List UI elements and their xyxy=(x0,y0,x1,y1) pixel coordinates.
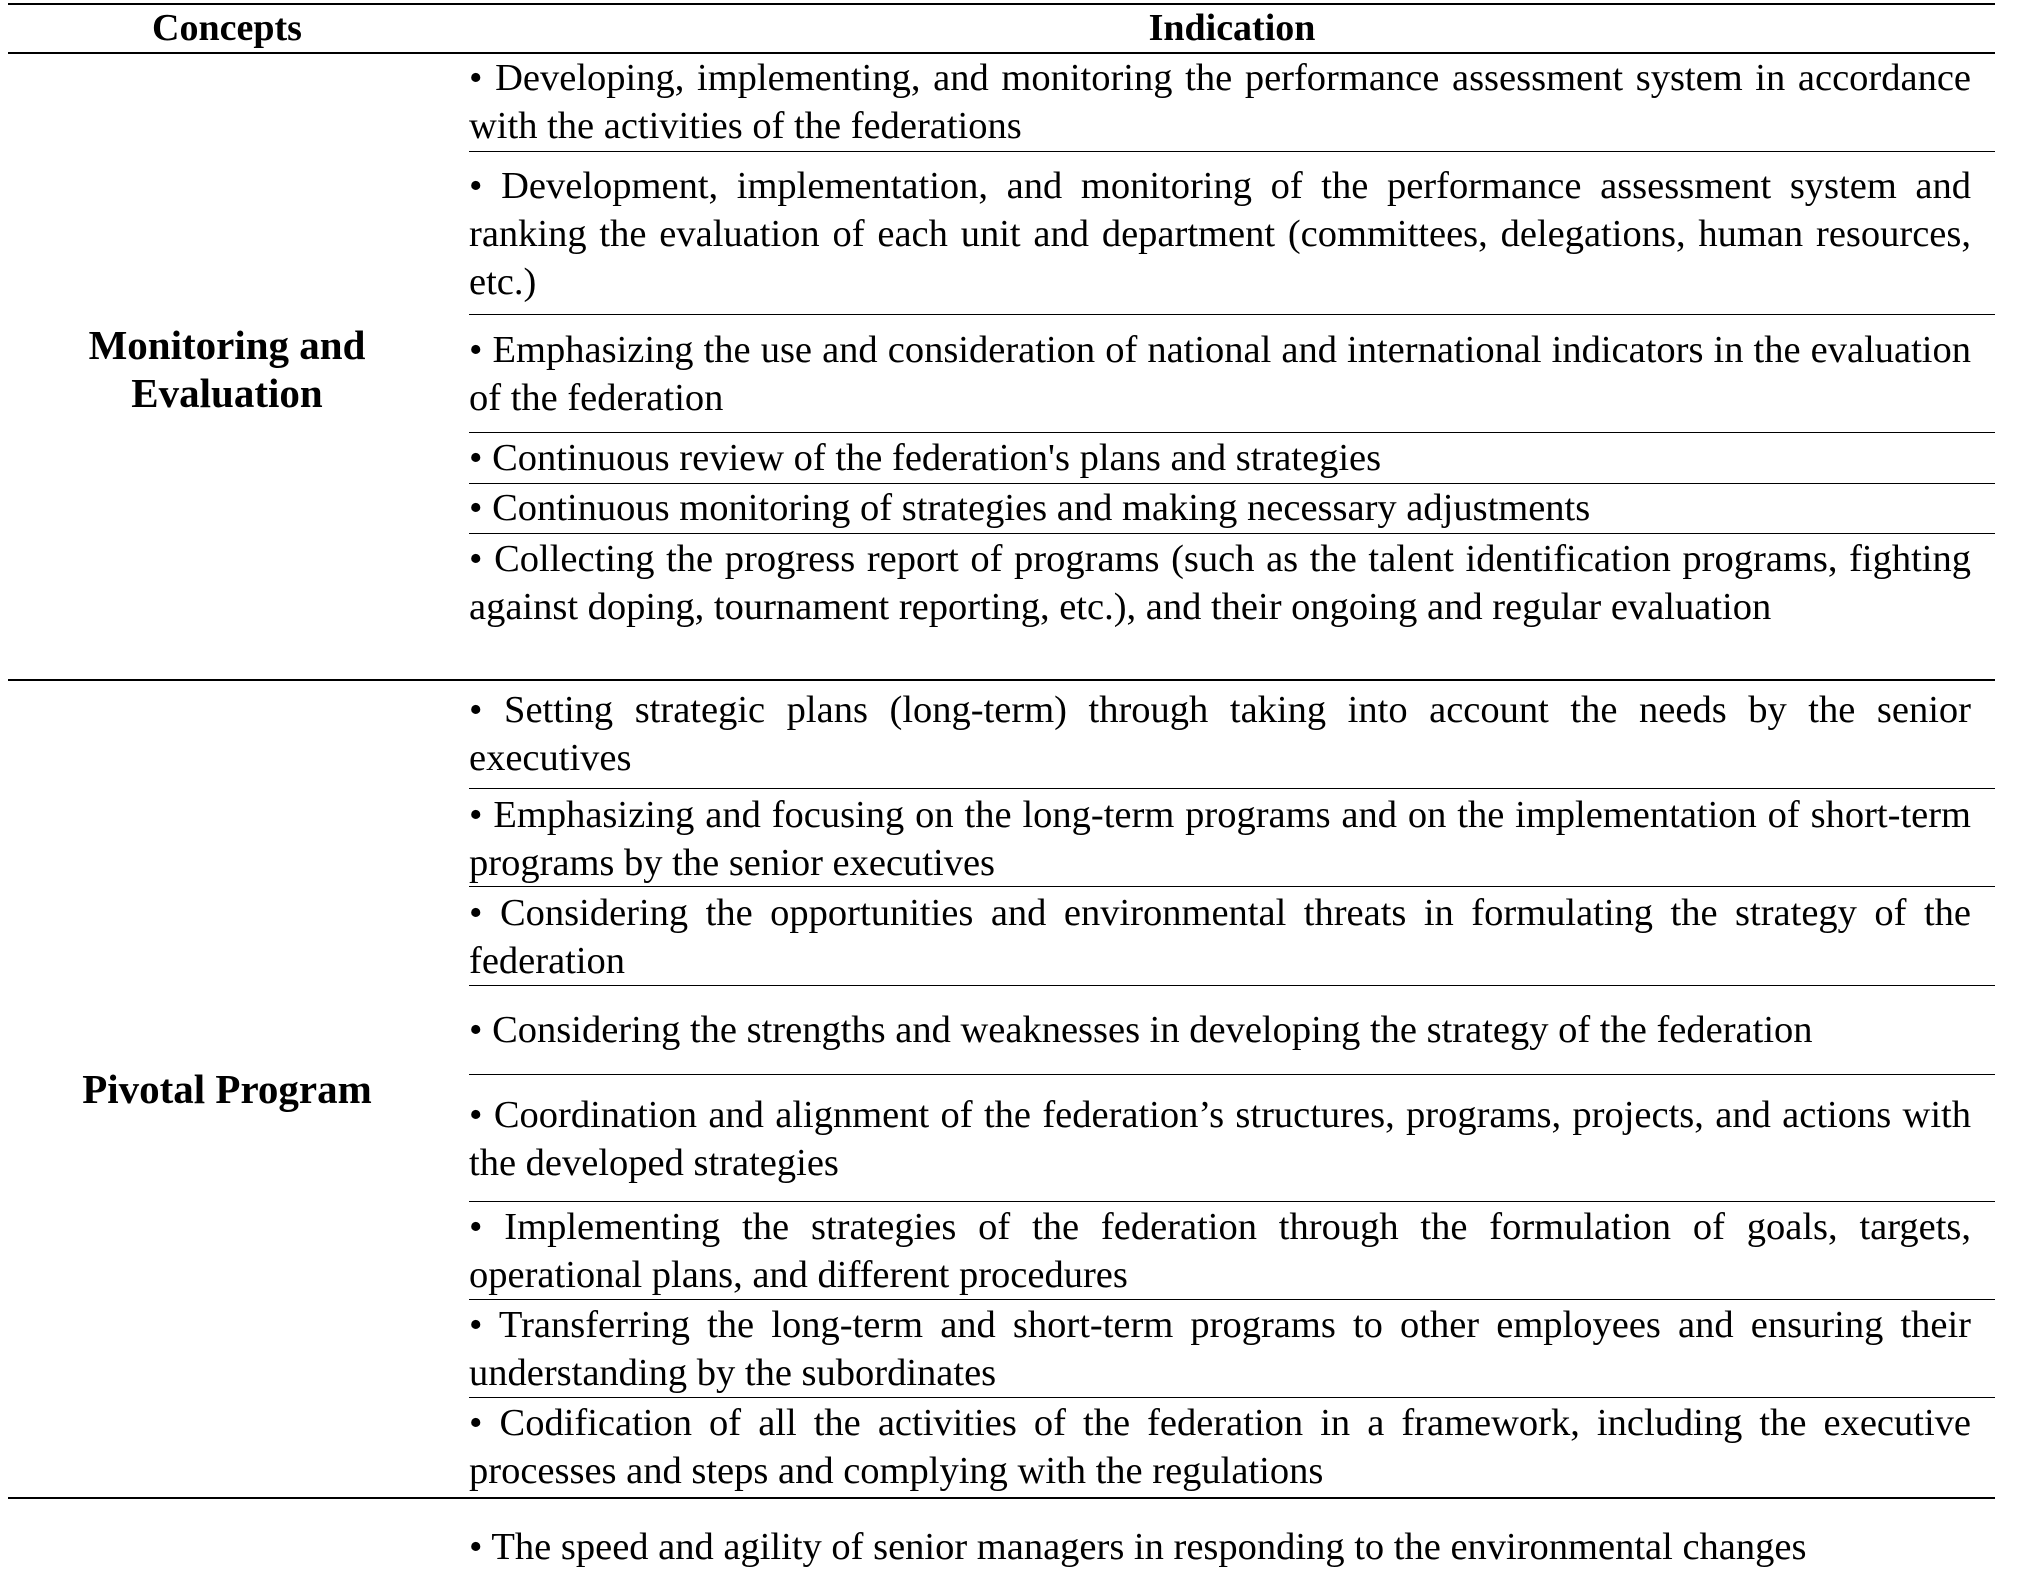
indication-item: • Continuous monitoring of strategies and making necessary adjustments xyxy=(469,487,1591,529)
indication-item: • Setting strategic plans (long-term) through taking into account the needs by the senior executives xyxy=(469,689,1971,779)
indication-item: • Considering the strengths and weaknesses in developing the strategy of the federation xyxy=(469,1009,1813,1051)
indication-item: • Collecting the progress report of programs (such as the talent identification programs, fighting against doping, tournament reporting, etc.), and their ongoing and regular evaluation xyxy=(469,538,1971,628)
indication-item: • Developing, implementing, and monitoring the performance assessment system in accordance with the activities of the federations xyxy=(469,57,1971,147)
row-divider xyxy=(469,1299,1995,1300)
indication-item: • Emphasizing the use and consideration of national and international indicators in the evaluation of the federation xyxy=(469,329,1971,419)
indication-item: • Transferring the long-term and short-term programs to other employees and ensuring their understanding by the subordinates xyxy=(469,1304,1971,1394)
concept-label: Monitoring and Evaluation xyxy=(88,322,366,416)
indication-item: • The speed and agility of senior managers in responding to the environmental changes xyxy=(469,1526,1807,1568)
group-divider xyxy=(8,1497,1995,1499)
column-header-concepts: Concepts xyxy=(152,7,302,49)
concept-label: Pivotal Program xyxy=(82,1066,372,1112)
indication-item: • Implementing the strategies of the federation through the formulation of goals, targets, operational plans, and different procedures xyxy=(469,1206,1971,1296)
column-header-indication: Indication xyxy=(1148,7,1316,49)
row-divider xyxy=(469,788,1995,789)
indication-item: • Considering the opportunities and environmental threats in formulating the strategy of the federation xyxy=(469,892,1971,982)
indication-item: • Coordination and alignment of the federation’s structures, programs, projects, and actions with the developed strategies xyxy=(469,1094,1971,1184)
row-divider xyxy=(469,533,1995,534)
row-divider xyxy=(469,1074,1995,1075)
row-divider xyxy=(469,886,1995,887)
row-divider xyxy=(469,151,1995,152)
row-divider xyxy=(469,985,1995,986)
row-divider xyxy=(469,1201,1995,1202)
group-divider xyxy=(8,679,1995,681)
row-divider xyxy=(469,1397,1995,1398)
row-divider xyxy=(469,432,1995,433)
row-divider xyxy=(469,314,1995,315)
indication-item: • Emphasizing and focusing on the long-term programs and on the implementation of short-term programs by the senior executives xyxy=(469,794,1971,884)
indication-item: • Continuous review of the federation's plans and strategies xyxy=(469,437,1382,479)
table-top-rule xyxy=(8,3,1995,5)
indication-item: • Development, implementation, and monitoring of the performance assessment system and ranking the evaluation of each unit and department (committees, delegations, human resources, etc.) xyxy=(469,165,1971,303)
indication-item: • Codification of all the activities of the federation in a framework, including the executive processes and steps and complying with the regulations xyxy=(469,1402,1971,1492)
